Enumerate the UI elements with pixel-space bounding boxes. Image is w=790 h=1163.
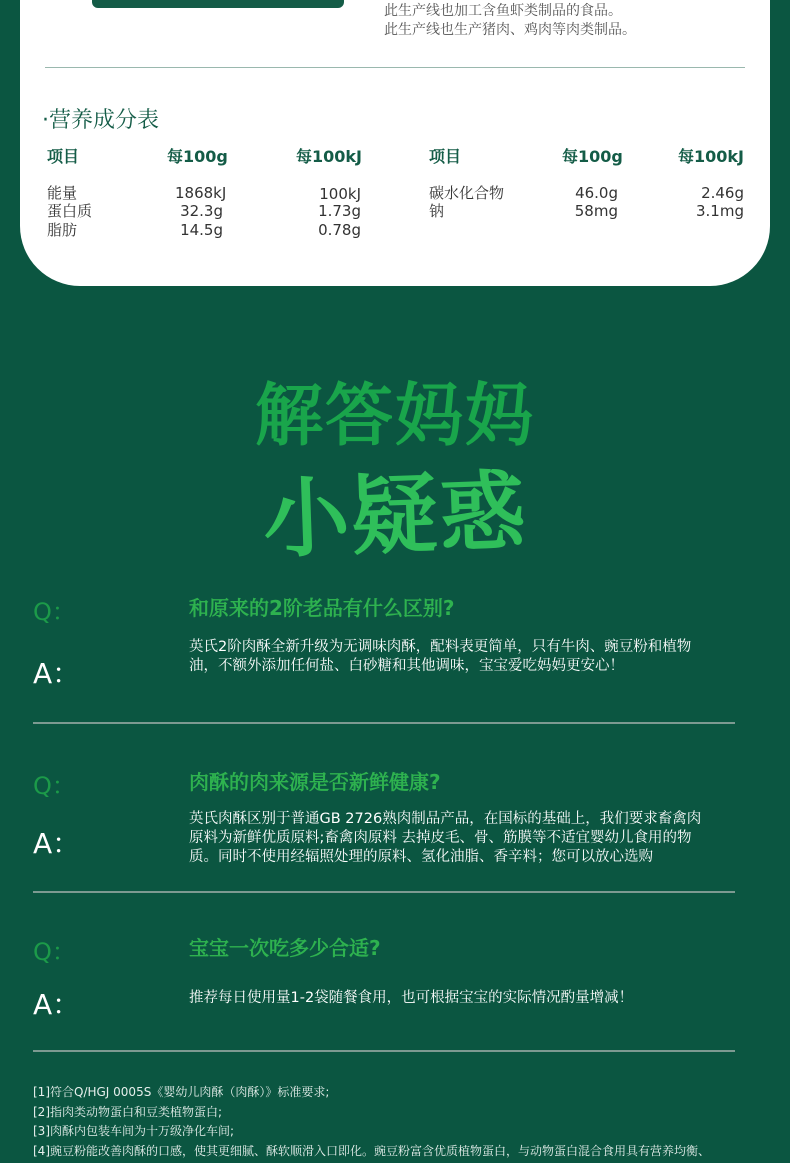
hero-subtitle: 小疑惑 — [261, 461, 529, 571]
question-text: 肉酥的肉来源是否新鲜健康? — [189, 770, 441, 794]
nutrition-card — [20, 0, 770, 286]
nutrient-value: 14.5g — [180, 221, 223, 239]
nutrient-name: 钠 — [429, 202, 445, 220]
divider — [45, 67, 745, 68]
footnote: [3]肉酥内包装车间为十万级净化车间; — [33, 1124, 235, 1138]
hero-title: 解答妈妈 — [254, 377, 535, 456]
header-per100kj: 每100kJ — [296, 147, 362, 166]
nutrient-name: 脂肪 — [47, 221, 78, 239]
header-per100kj: 每100kJ — [678, 147, 744, 166]
product-image-edge — [92, 0, 344, 8]
answer-text — [189, 810, 734, 867]
question-label: Q： — [33, 598, 76, 626]
nutrient-value: 0.78g — [318, 221, 361, 239]
answer-line: 英氏2阶肉酥全新升级为无调味肉酥，配料表更简单，只有牛肉、豌豆粉和植物 — [189, 639, 692, 655]
nutrient-name: 碳水化合物 — [429, 184, 505, 202]
answer-line: 推荐每日使用量1-2袋随餐食用，也可根据宝宝的实际情况酌量增减！ — [189, 990, 634, 1006]
nutrient-value: 58mg — [574, 202, 618, 220]
nutrient-value: 3.1mg — [696, 202, 744, 220]
question-text: 宝宝一次吃多少合适? — [189, 936, 381, 960]
answer-line: 油，不额外添加任何盐、白砂糖和其他调味，宝宝爱吃妈妈更安心！ — [189, 658, 624, 674]
nutrient-value: 1868kJ — [175, 184, 227, 202]
answer-label: A： — [33, 988, 81, 1021]
header-per100g: 每100g — [167, 147, 228, 166]
production-line-notes — [384, 2, 636, 40]
nutrient-value: 1.73g — [318, 202, 361, 220]
question-label: Q： — [33, 938, 76, 966]
answer-label: A： — [33, 657, 81, 690]
header-per100g: 每100g — [562, 147, 623, 166]
nutrition-title: ·营养成分表 — [42, 108, 159, 133]
nutrient-value: 32.3g — [180, 202, 223, 220]
header-item: 项目 — [429, 147, 462, 166]
answer-text — [189, 638, 734, 676]
question-label: Q： — [33, 772, 76, 800]
answer-line: 原料为新鲜优质原料;畜禽肉原料 去掉皮毛、骨、筋膜等不适宜婴幼儿食用的物 — [189, 830, 692, 846]
answer-label: A： — [33, 827, 81, 860]
production-line-note: 此生产线也生产猪肉、鸡肉等肉类制品。 — [384, 22, 636, 38]
nutrient-value: 46.0g — [575, 184, 618, 202]
qa-divider — [33, 891, 735, 893]
footnote: [2]指肉类动物蛋白和豆类植物蛋白; — [33, 1104, 223, 1119]
qa-divider — [33, 722, 735, 724]
answer-line: 英氏肉酥区别于普通GB 2726熟肉制品产品，在国标的基础上，我们要求畜禽肉 — [189, 811, 702, 827]
answer-text — [189, 989, 734, 1008]
nutrient-name: 能量 — [47, 184, 78, 202]
nutrient-value: 2.46g — [701, 184, 744, 202]
production-line-note: 此生产线也加工含鱼虾类制品的食品。 — [384, 3, 622, 19]
header-item: 项目 — [47, 147, 80, 166]
question-text: 和原来的2阶老品有什么区别? — [189, 596, 455, 620]
nutrient-value: 100kJ — [319, 185, 361, 203]
footnote: [4]豌豆粉能改善肉酥的口感，使其更细腻、酥软顺滑入口即化。豌豆粉富含优质植物蛋白，与动物蛋白混合食用具有营养均衡、 — [33, 1143, 711, 1158]
answer-line: 质。同时不使用经辐照处理的原料、氢化油脂、香辛料；您可以放心选购 — [189, 849, 653, 865]
nutrient-name: 蛋白质 — [47, 202, 93, 220]
footnotes — [33, 1083, 790, 1161]
qa-divider — [33, 1050, 735, 1052]
footnote: [1]符合Q/HGJ 0005S《婴幼儿肉酥（肉酥）》标准要求; — [33, 1085, 330, 1099]
